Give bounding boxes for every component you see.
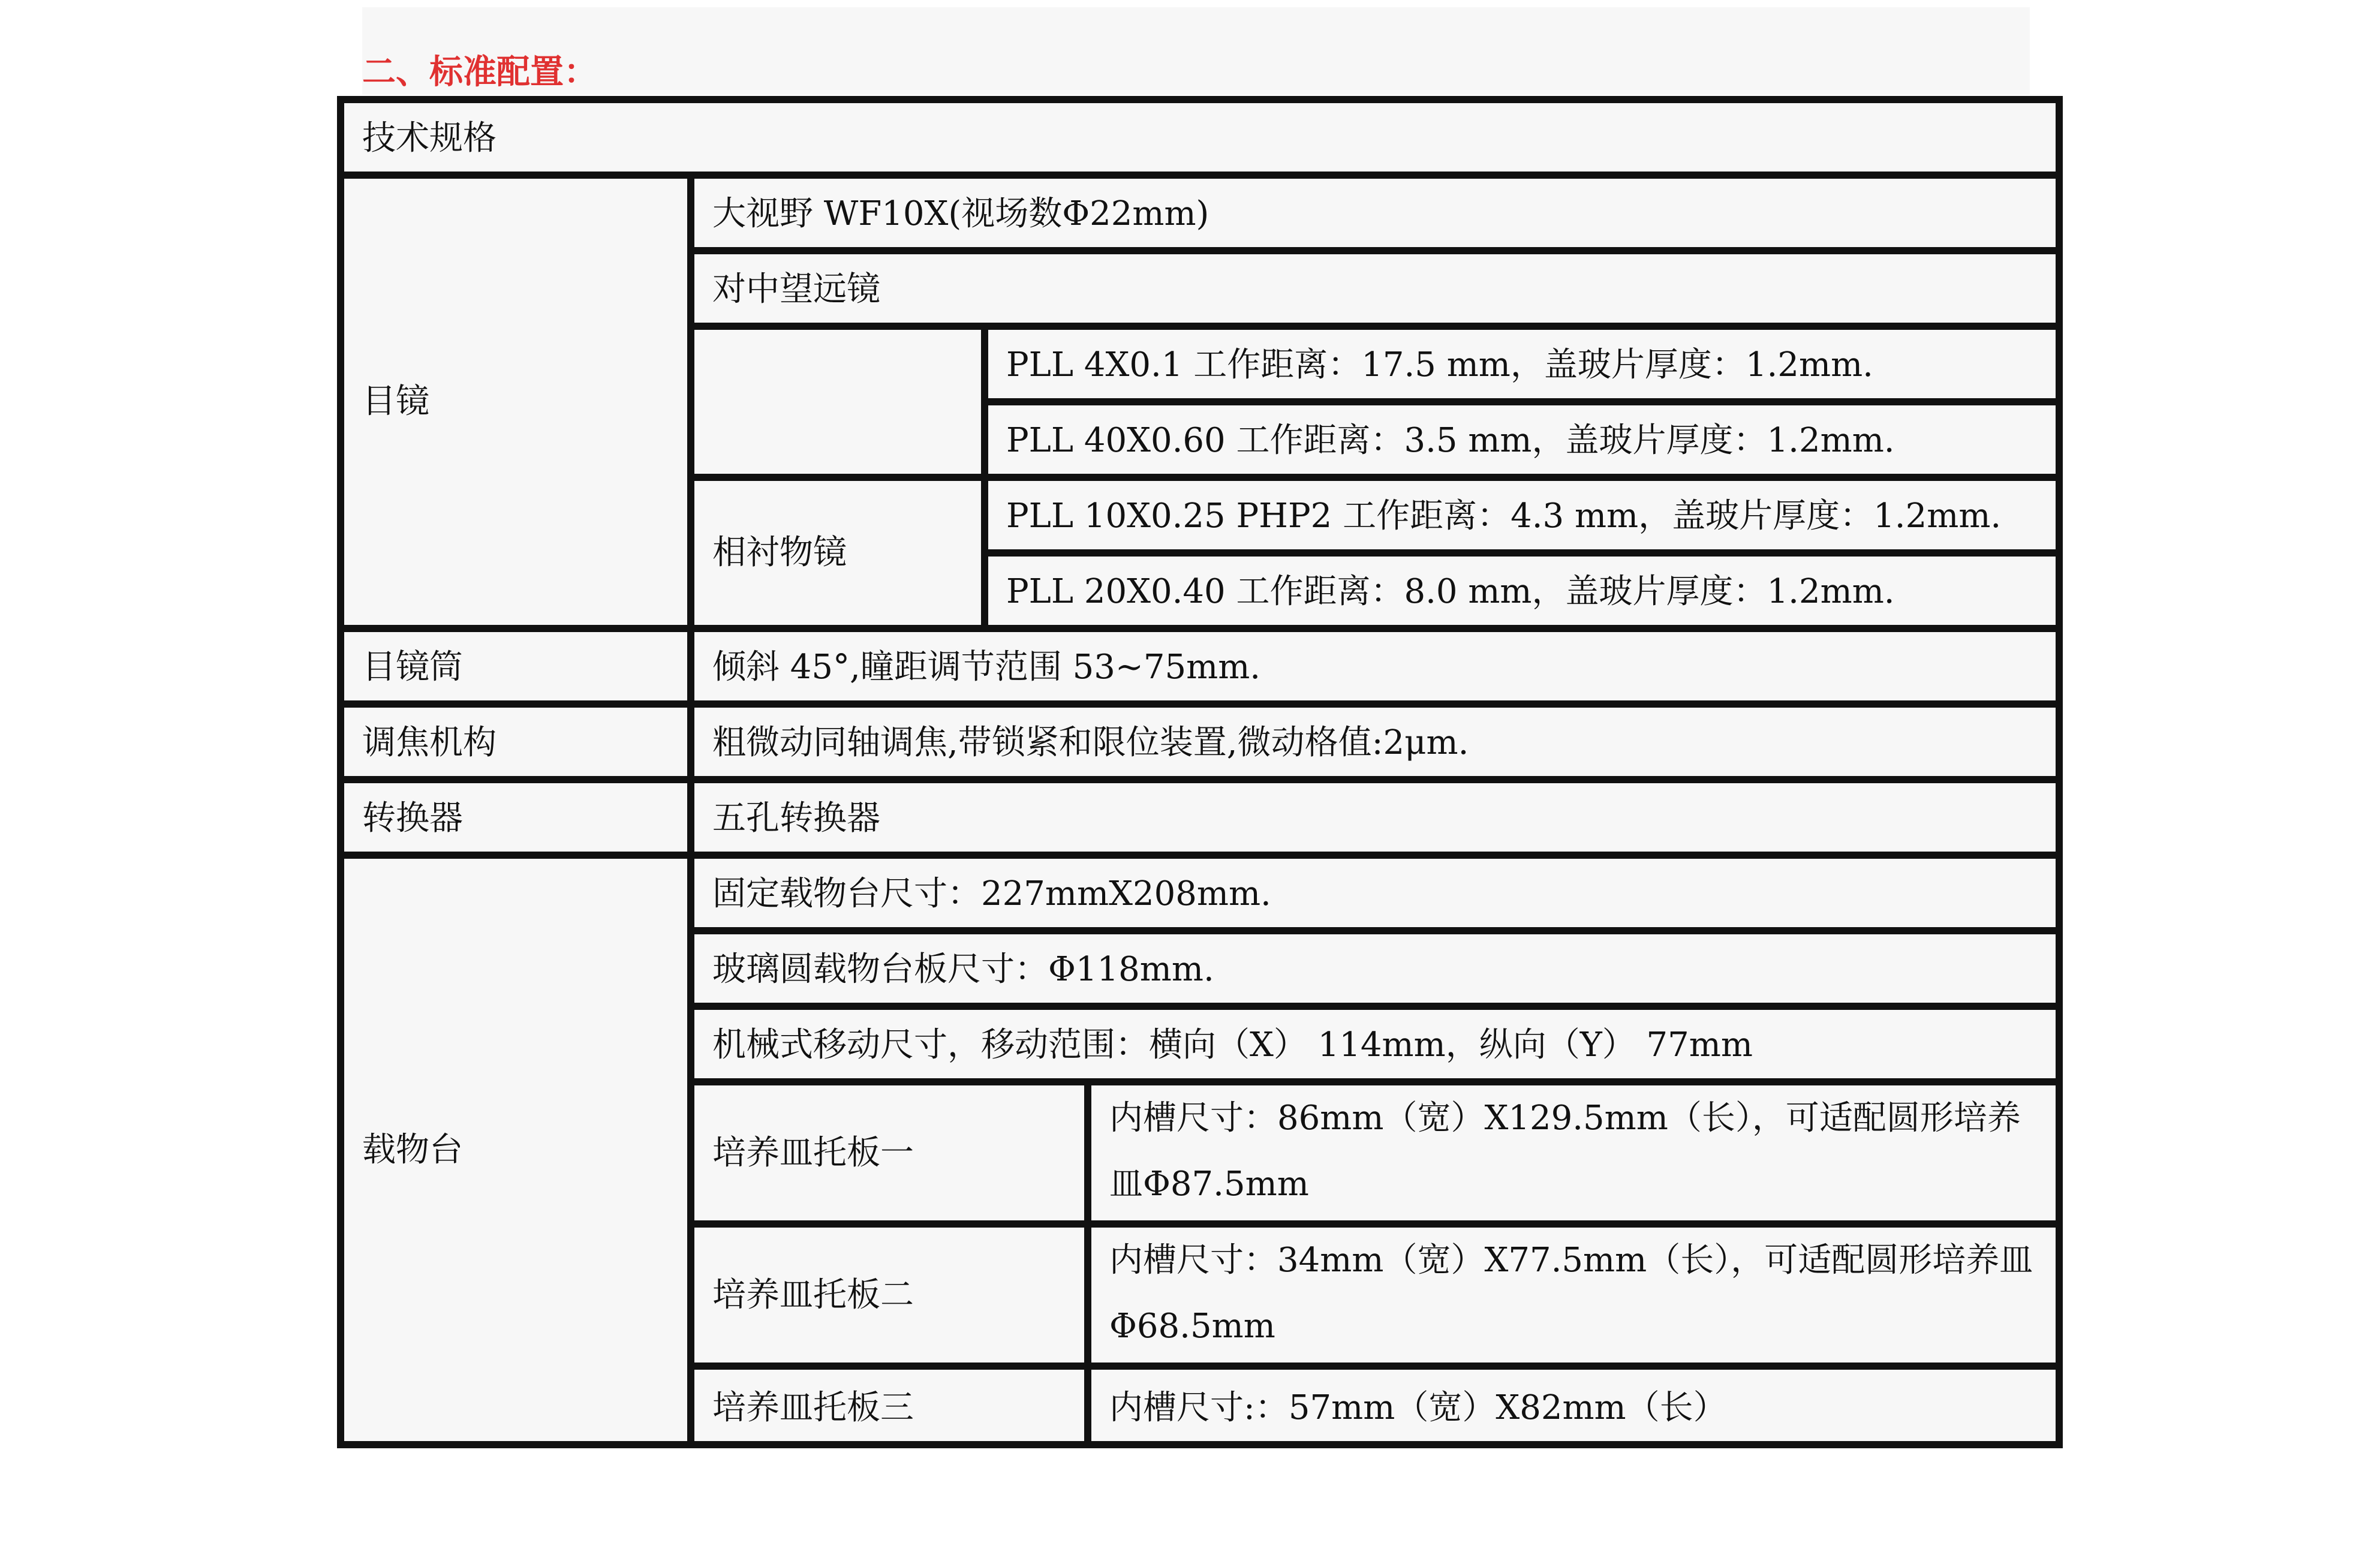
phase-objective-label: 相衬物镜: [691, 477, 985, 628]
nosepiece-label: 转换器: [341, 780, 691, 855]
objective-group-label-empty: [691, 326, 985, 477]
eyepiece-item: 对中望远镜: [691, 251, 2059, 326]
plate-label: 培养皿托板三: [691, 1366, 1088, 1445]
spec-table: [337, 96, 2063, 1448]
plate-value: 内槽尺寸:：57mm（宽）X82mm（长）: [1088, 1366, 2059, 1445]
table-row: [341, 100, 2059, 175]
stage-label: 载物台: [341, 855, 691, 1445]
plate-value: 内槽尺寸：34mm（宽）X77.5mm（长），可适配圆形培养皿Φ68.5mm: [1088, 1224, 2059, 1366]
table-row: [341, 780, 2059, 855]
objective-item: PLL 40X0.60 工作距离：3.5 mm，盖玻片厚度：1.2mm.: [985, 402, 2059, 477]
plate-label: 培养皿托板二: [691, 1224, 1088, 1366]
plate-value: 内槽尺寸：86mm（宽）X129.5mm（长），可适配圆形培养皿Φ87.5mm: [1088, 1082, 2059, 1224]
table-row: [341, 855, 2059, 931]
eyepiece-item: 大视野 WF10X(视场数Φ22mm): [691, 175, 2059, 251]
eyepiece-label: 目镜: [341, 175, 691, 628]
objective-item: PLL 20X0.40 工作距离：8.0 mm，盖玻片厚度：1.2mm.: [985, 553, 2059, 628]
section-title: 二、标准配置：: [362, 52, 597, 92]
plate-label: 培养皿托板一: [691, 1082, 1088, 1224]
table-row: [341, 704, 2059, 780]
stage-item: 机械式移动尺寸，移动范围：横向（X） 114mm，纵向（Y） 77mm: [691, 1006, 2059, 1082]
objective-item: PLL 10X0.25 PHP2 工作距离：4.3 mm，盖玻片厚度：1.2mm.: [985, 477, 2059, 553]
table-header: 技术规格: [341, 100, 2059, 175]
stage-item: 固定载物台尺寸：227mmX208mm.: [691, 855, 2059, 931]
table-row: [341, 628, 2059, 704]
focus-value: 粗微动同轴调焦,带锁紧和限位装置,微动格值:2μm.: [691, 704, 2059, 780]
table-row: [341, 175, 2059, 251]
focus-label: 调焦机构: [341, 704, 691, 780]
stage-item: 玻璃圆载物台板尺寸：Φ118mm.: [691, 931, 2059, 1006]
tube-value: 倾斜 45°,瞳距调节范围 53~75mm.: [691, 628, 2059, 704]
page-header-band: [362, 7, 2030, 95]
objective-item: PLL 4X0.1 工作距离：17.5 mm，盖玻片厚度：1.2mm.: [985, 326, 2059, 402]
tube-label: 目镜筒: [341, 628, 691, 704]
nosepiece-value: 五孔转换器: [691, 780, 2059, 855]
